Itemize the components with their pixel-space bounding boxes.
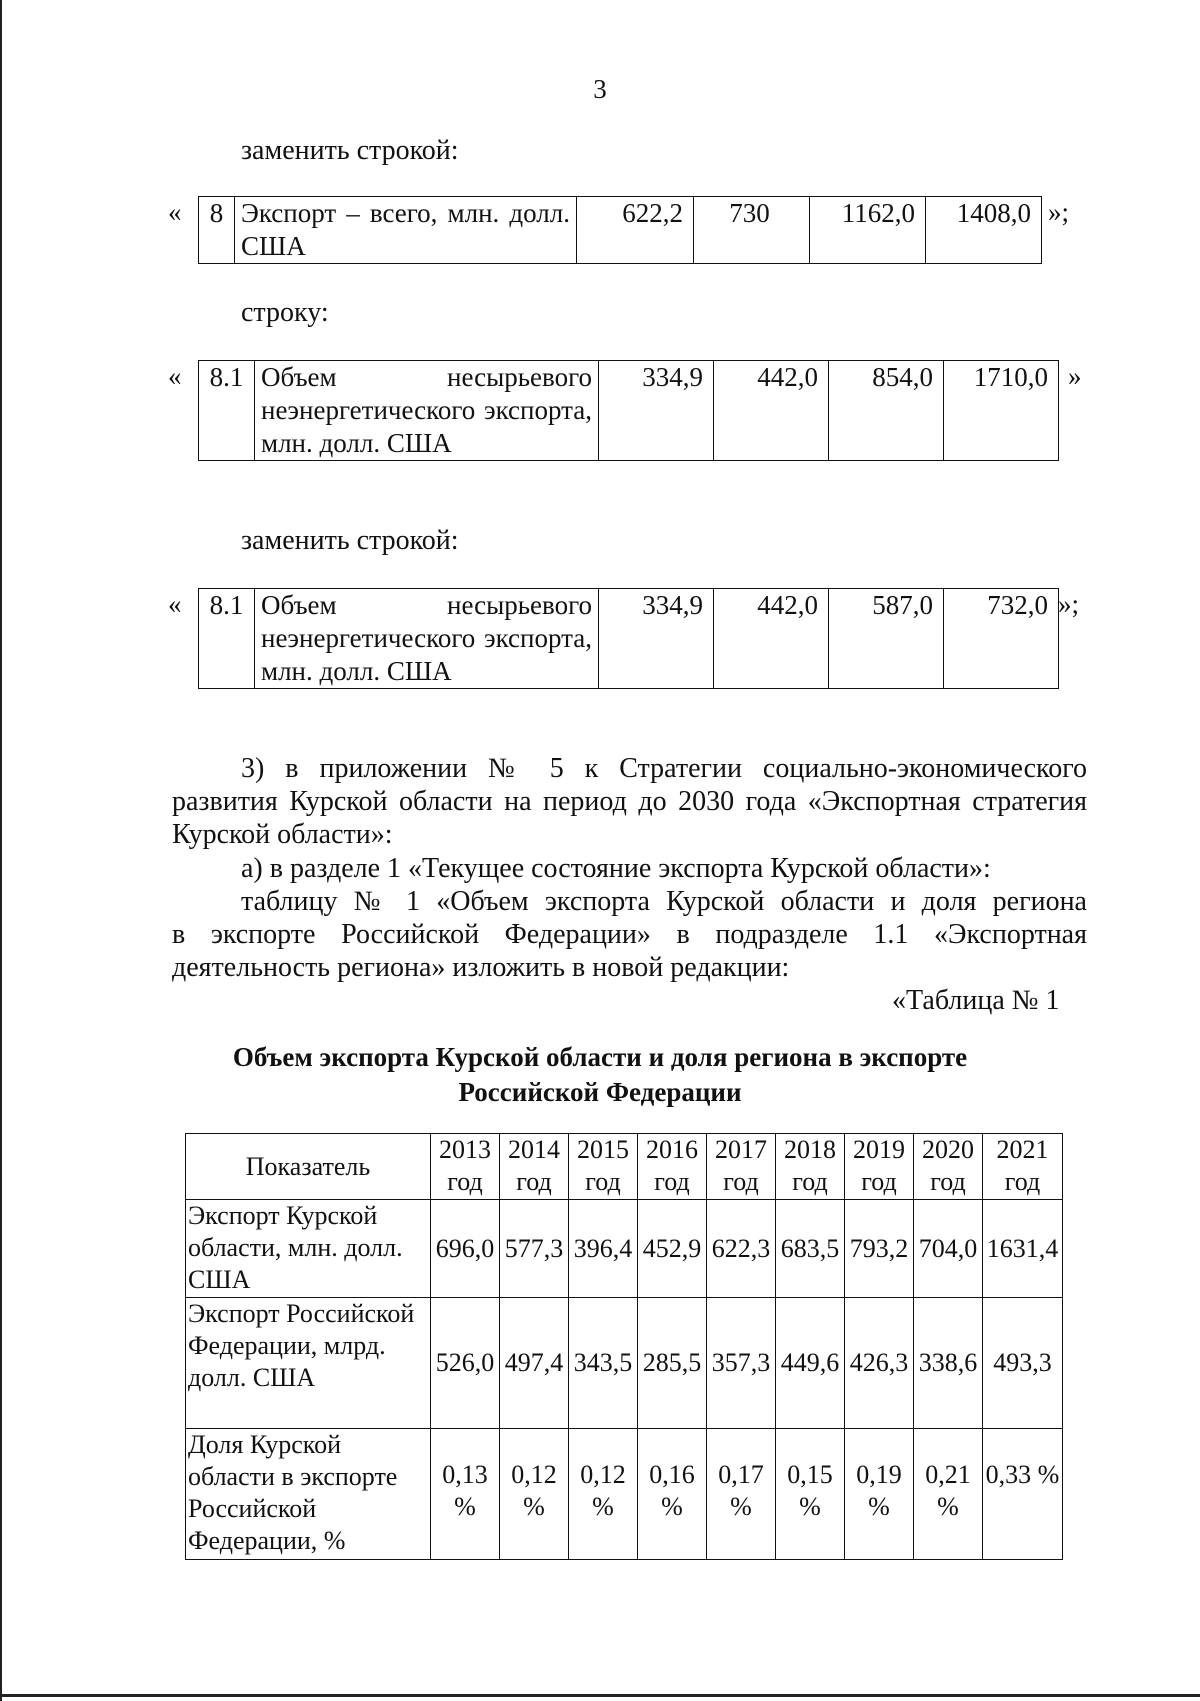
row-a-value: 730	[694, 197, 810, 264]
replace-label-1: заменить строкой:	[241, 135, 459, 166]
row-c-close-quote: »;	[1058, 589, 1080, 619]
table-cell: 497,4	[500, 1298, 569, 1429]
table-cell: 526,0	[431, 1298, 500, 1429]
row-c-open-quote: «	[168, 589, 182, 619]
row-b-value: 334,9	[599, 361, 714, 461]
row-label: Экспорт Курской области, млн. долл. США	[186, 1200, 431, 1298]
table-cell: 0,16 %	[638, 1429, 707, 1560]
table-cell: 0,17 %	[707, 1429, 776, 1560]
row-a-value: 1408,0	[926, 197, 1042, 264]
header-year: 2018 год	[776, 1134, 845, 1200]
row-c-table	[198, 588, 1059, 689]
table-cell: 426,3	[845, 1298, 914, 1429]
table-cell: 285,5	[638, 1298, 707, 1429]
table-cell: 0,21 %	[914, 1429, 983, 1560]
table-cell: 793,2	[845, 1200, 914, 1298]
row-a-open-quote: «	[168, 197, 182, 227]
export-table	[185, 1133, 1063, 1560]
scan-edge-left	[0, 0, 2, 1701]
row-a-value: 1162,0	[810, 197, 926, 264]
header-indicator: Показатель	[186, 1134, 431, 1200]
table-row	[199, 197, 1042, 264]
table-ref-line2: в экспорте Российской Федерации» в подразделе 1.1 «Экспортная	[172, 919, 1087, 950]
row-a-value: 622,2	[577, 197, 694, 264]
item3-line1: 3) в приложении № 5 к Стратегии социально-экономического	[241, 753, 1087, 784]
table-title-line2: Российской Федерации	[458, 1077, 742, 1107]
replace-label-2: заменить строкой:	[241, 525, 459, 556]
table-cell: 696,0	[431, 1200, 500, 1298]
table-row	[186, 1200, 1063, 1298]
row-c-value: 334,9	[599, 589, 714, 689]
table-cell: 577,3	[500, 1200, 569, 1298]
header-year: 2016 год	[638, 1134, 707, 1200]
header-year: 2021 год	[983, 1134, 1063, 1200]
row-c-value: 732,0	[944, 589, 1059, 689]
row-b-close-quote: »	[1068, 361, 1082, 391]
item-a: а) в разделе 1 «Текущее состояние экспорта Курской области»:	[241, 853, 991, 884]
table-cell: 449,6	[776, 1298, 845, 1429]
table-cell: 0,13 %	[431, 1429, 500, 1560]
table-cell: 704,0	[914, 1200, 983, 1298]
row-b-value: 854,0	[829, 361, 944, 461]
line-label: строку:	[241, 297, 329, 328]
table-cell: 1631,4	[983, 1200, 1063, 1298]
table-cell: 0,12 %	[500, 1429, 569, 1560]
header-year: 2014 год	[500, 1134, 569, 1200]
header-year: 2019 год	[845, 1134, 914, 1200]
row-b-value: 1710,0	[944, 361, 1059, 461]
row-label: Доля Курской области в экспорте Российской Федерации, %	[186, 1429, 431, 1560]
table-cell: 0,33 %	[983, 1429, 1063, 1560]
table-cell: 683,5	[776, 1200, 845, 1298]
table-row	[186, 1429, 1063, 1560]
row-b-code: 8.1	[199, 361, 255, 461]
table-row	[186, 1298, 1063, 1429]
table-cell: 622,3	[707, 1200, 776, 1298]
row-a-name: Экспорт – всего, млн. долл. США	[235, 197, 577, 264]
table-title	[0, 1040, 1200, 1110]
header-year: 2013 год	[431, 1134, 500, 1200]
table-cell: 343,5	[569, 1298, 638, 1429]
table-cell: 493,3	[983, 1298, 1063, 1429]
row-label: Экспорт Российской Федерации, млрд. долл. США	[186, 1298, 431, 1429]
row-c-code: 8.1	[199, 589, 255, 689]
table-cell: 357,3	[707, 1298, 776, 1429]
table-ref-line1: таблицу № 1 «Объем экспорта Курской области и доля региона	[241, 886, 1087, 917]
table-cell: 0,12 %	[569, 1429, 638, 1560]
row-b-table	[198, 360, 1059, 461]
header-year: 2017 год	[707, 1134, 776, 1200]
header-year: 2015 год	[569, 1134, 638, 1200]
row-a-code: 8	[199, 197, 235, 264]
header-year: 2020 год	[914, 1134, 983, 1200]
item3-line3: Курской области»:	[172, 819, 393, 850]
table-row	[199, 361, 1059, 461]
table-cell: 338,6	[914, 1298, 983, 1429]
row-c-value: 587,0	[829, 589, 944, 689]
item3-line2: развития Курской области на период до 2030 года «Экспортная стратегия	[172, 786, 1087, 817]
table-ref-line3: деятельность региона» изложить в новой редакции:	[172, 952, 790, 983]
table-header-row	[186, 1134, 1063, 1200]
row-a-table	[198, 196, 1042, 264]
table-title-line1: Объем экспорта Курской области и доля региона в экспорте	[232, 1042, 968, 1072]
table-cell: 0,15 %	[776, 1429, 845, 1560]
table-cell: 452,9	[638, 1200, 707, 1298]
scan-edge-bottom	[0, 1694, 1200, 1697]
table-cell: 396,4	[569, 1200, 638, 1298]
row-c-name: Объем несырьевого неэнергетического экспорта, млн. долл. США	[255, 589, 599, 689]
row-b-name: Объем несырьевого неэнергетического экспорта, млн. долл. США	[255, 361, 599, 461]
table-row	[199, 589, 1059, 689]
table-label: «Таблица № 1	[892, 985, 1060, 1016]
table-cell: 0,19 %	[845, 1429, 914, 1560]
row-b-open-quote: «	[168, 361, 182, 391]
row-a-close-quote: »;	[1048, 197, 1070, 227]
page-number: 3	[593, 74, 607, 104]
row-b-value: 442,0	[714, 361, 829, 461]
row-c-value: 442,0	[714, 589, 829, 689]
